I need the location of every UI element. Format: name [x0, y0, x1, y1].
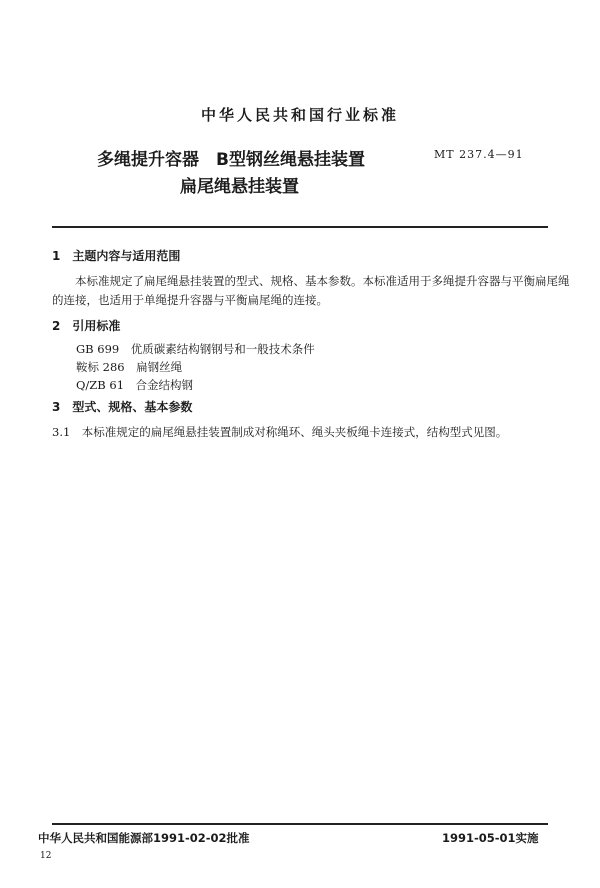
section-1-heading: 1 主题内容与适用范围: [52, 249, 181, 263]
implementation-date: 1991-05-01实施: [442, 831, 539, 845]
approval-date: 中华人民共和国能源部1991-02-02批准: [38, 831, 250, 845]
section-2-heading: 2 引用标准: [52, 319, 121, 333]
standard-number: MT 237.4—91: [434, 148, 524, 161]
document-title-line1: 多绳提升容器 B型钢丝绳悬挂装置: [97, 150, 365, 170]
page-number: 12: [40, 851, 52, 861]
issuing-organization: 中华人民共和国行业标准: [200, 106, 399, 124]
footer-divider: [52, 823, 548, 825]
reference-item: 鞍标 286 扁钢丝绳: [76, 360, 183, 374]
section-1-paragraph-line1: 本标准规定了扁尾绳悬挂装置的型式、规格、基本参数。本标准适用于多绳提升容器与平衡扁尾绳: [52, 274, 570, 288]
section-1-paragraph-line2: 的连接，也适用于单绳提升容器与平衡扁尾绳的连接。: [52, 293, 328, 307]
reference-item: GB 699 优质碳素结构钢钢号和一般技术条件: [76, 342, 315, 356]
document-title-line2: 扁尾绳悬挂装置: [180, 177, 299, 197]
clause-3-1: 3.1 本标准规定的扁尾绳悬挂装置制成对称绳环、绳头夹板绳卡连接式，结构型式见图。: [52, 425, 508, 439]
reference-item: Q/ZB 61 合金结构钢: [76, 378, 194, 392]
header-divider: [52, 226, 548, 228]
section-3-heading: 3 型式、规格、基本参数: [52, 400, 193, 414]
